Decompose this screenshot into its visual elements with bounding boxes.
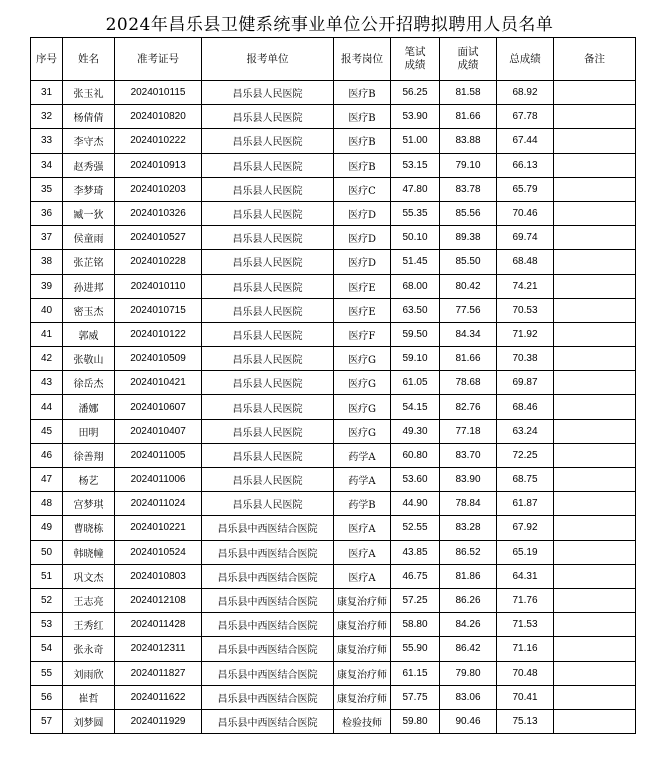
cell-seq: 43 <box>31 371 63 395</box>
cell-unit: 昌乐县人民医院 <box>202 492 334 516</box>
cell-total-score: 75.13 <box>497 709 554 733</box>
cell-seq: 31 <box>31 81 63 105</box>
cell-interview-score: 83.78 <box>440 177 497 201</box>
cell-unit: 昌乐县人民医院 <box>202 443 334 467</box>
cell-total-score: 68.92 <box>497 81 554 105</box>
table-row <box>31 105 636 129</box>
cell-post: 医疗A <box>334 564 391 588</box>
cell-exam-id: 2024011006 <box>115 468 202 492</box>
table-row <box>31 468 636 492</box>
cell-name: 侯童雨 <box>63 226 115 250</box>
cell-remark <box>554 298 636 322</box>
cell-interview-score: 77.18 <box>440 419 497 443</box>
cell-exam-id: 2024010803 <box>115 564 202 588</box>
cell-total-score: 71.76 <box>497 588 554 612</box>
cell-written-score: 54.15 <box>391 395 440 419</box>
cell-remark <box>554 516 636 540</box>
cell-total-score: 69.87 <box>497 371 554 395</box>
table-row <box>31 347 636 371</box>
cell-exam-id: 2024010221 <box>115 516 202 540</box>
cell-seq: 45 <box>31 419 63 443</box>
cell-post: 医疗B <box>334 81 391 105</box>
cell-remark <box>554 564 636 588</box>
cell-remark <box>554 492 636 516</box>
cell-remark <box>554 250 636 274</box>
cell-written-score: 53.60 <box>391 468 440 492</box>
cell-seq: 38 <box>31 250 63 274</box>
cell-written-score: 52.55 <box>391 516 440 540</box>
cell-exam-id: 2024010115 <box>115 81 202 105</box>
cell-interview-score: 83.90 <box>440 468 497 492</box>
table-row <box>31 540 636 564</box>
cell-name: 徐岳杰 <box>63 371 115 395</box>
cell-post: 医疗E <box>334 274 391 298</box>
cell-post: 医疗A <box>334 540 391 564</box>
cell-written-score: 55.35 <box>391 201 440 225</box>
cell-exam-id: 2024011005 <box>115 443 202 467</box>
cell-written-score: 51.00 <box>391 129 440 153</box>
header-exam-id: 准考证号 <box>115 38 202 81</box>
cell-interview-score: 81.66 <box>440 105 497 129</box>
cell-interview-score: 89.38 <box>440 226 497 250</box>
cell-name: 韩晓幢 <box>63 540 115 564</box>
cell-exam-id: 2024010110 <box>115 274 202 298</box>
table-row <box>31 201 636 225</box>
cell-unit: 昌乐县中西医结合医院 <box>202 516 334 540</box>
cell-interview-score: 85.56 <box>440 201 497 225</box>
cell-name: 宫梦琪 <box>63 492 115 516</box>
cell-total-score: 71.53 <box>497 613 554 637</box>
cell-remark <box>554 347 636 371</box>
cell-post: 医疗B <box>334 153 391 177</box>
cell-total-score: 68.46 <box>497 395 554 419</box>
table-row <box>31 250 636 274</box>
cell-exam-id: 2024010913 <box>115 153 202 177</box>
cell-written-score: 43.85 <box>391 540 440 564</box>
header-seq: 序号 <box>31 38 63 81</box>
cell-name: 张玉礼 <box>63 81 115 105</box>
cell-total-score: 70.46 <box>497 201 554 225</box>
cell-post: 医疗F <box>334 322 391 346</box>
cell-exam-id: 2024011929 <box>115 709 202 733</box>
cell-unit: 昌乐县人民医院 <box>202 347 334 371</box>
table-row <box>31 661 636 685</box>
cell-seq: 53 <box>31 613 63 637</box>
cell-total-score: 70.38 <box>497 347 554 371</box>
cell-seq: 36 <box>31 201 63 225</box>
cell-written-score: 44.90 <box>391 492 440 516</box>
cell-total-score: 72.25 <box>497 443 554 467</box>
cell-interview-score: 83.28 <box>440 516 497 540</box>
cell-remark <box>554 81 636 105</box>
table-row <box>31 81 636 105</box>
cell-seq: 33 <box>31 129 63 153</box>
table-row <box>31 588 636 612</box>
table-row <box>31 613 636 637</box>
cell-remark <box>554 709 636 733</box>
cell-seq: 54 <box>31 637 63 661</box>
table-header-row <box>31 38 636 81</box>
cell-total-score: 74.21 <box>497 274 554 298</box>
header-written-score-label: 笔试成绩 <box>404 46 426 71</box>
cell-remark <box>554 177 636 201</box>
cell-exam-id: 2024011428 <box>115 613 202 637</box>
cell-seq: 51 <box>31 564 63 588</box>
cell-exam-id: 2024011024 <box>115 492 202 516</box>
cell-written-score: 68.00 <box>391 274 440 298</box>
cell-post: 医疗D <box>334 250 391 274</box>
cell-name: 巩文杰 <box>63 564 115 588</box>
cell-name: 王秀红 <box>63 613 115 637</box>
cell-written-score: 57.75 <box>391 685 440 709</box>
cell-seq: 57 <box>31 709 63 733</box>
table-row <box>31 274 636 298</box>
cell-written-score: 55.90 <box>391 637 440 661</box>
cell-name: 曹晓栋 <box>63 516 115 540</box>
header-post: 报考岗位 <box>334 38 391 81</box>
cell-written-score: 59.10 <box>391 347 440 371</box>
cell-name: 田明 <box>63 419 115 443</box>
cell-exam-id: 2024010407 <box>115 419 202 443</box>
cell-interview-score: 85.50 <box>440 250 497 274</box>
cell-unit: 昌乐县人民医院 <box>202 226 334 250</box>
cell-total-score: 70.41 <box>497 685 554 709</box>
cell-exam-id: 2024010421 <box>115 371 202 395</box>
cell-written-score: 61.15 <box>391 661 440 685</box>
cell-remark <box>554 274 636 298</box>
table-row <box>31 226 636 250</box>
cell-total-score: 69.74 <box>497 226 554 250</box>
cell-remark <box>554 637 636 661</box>
cell-name: 王志亮 <box>63 588 115 612</box>
cell-remark <box>554 685 636 709</box>
cell-seq: 56 <box>31 685 63 709</box>
cell-remark <box>554 588 636 612</box>
cell-interview-score: 80.42 <box>440 274 497 298</box>
cell-seq: 37 <box>31 226 63 250</box>
cell-exam-id: 2024010524 <box>115 540 202 564</box>
cell-seq: 50 <box>31 540 63 564</box>
table-row <box>31 516 636 540</box>
cell-exam-id: 2024010607 <box>115 395 202 419</box>
cell-exam-id: 2024011827 <box>115 661 202 685</box>
cell-exam-id: 2024010820 <box>115 105 202 129</box>
cell-unit: 昌乐县中西医结合医院 <box>202 613 334 637</box>
cell-total-score: 68.75 <box>497 468 554 492</box>
cell-seq: 34 <box>31 153 63 177</box>
cell-interview-score: 82.76 <box>440 395 497 419</box>
cell-post: 药学A <box>334 468 391 492</box>
cell-written-score: 50.10 <box>391 226 440 250</box>
cell-written-score: 57.25 <box>391 588 440 612</box>
cell-seq: 46 <box>31 443 63 467</box>
cell-name: 张永奇 <box>63 637 115 661</box>
cell-seq: 32 <box>31 105 63 129</box>
cell-unit: 昌乐县中西医结合医院 <box>202 685 334 709</box>
header-interview-score-label: 面试成绩 <box>457 46 479 71</box>
cell-interview-score: 81.66 <box>440 347 497 371</box>
cell-name: 李梦琦 <box>63 177 115 201</box>
cell-unit: 昌乐县人民医院 <box>202 177 334 201</box>
cell-total-score: 68.48 <box>497 250 554 274</box>
cell-post: 医疗D <box>334 201 391 225</box>
cell-written-score: 60.80 <box>391 443 440 467</box>
cell-exam-id: 2024010228 <box>115 250 202 274</box>
table-row <box>31 298 636 322</box>
cell-unit: 昌乐县人民医院 <box>202 298 334 322</box>
cell-remark <box>554 540 636 564</box>
cell-interview-score: 86.42 <box>440 637 497 661</box>
cell-remark <box>554 129 636 153</box>
cell-seq: 55 <box>31 661 63 685</box>
cell-total-score: 65.79 <box>497 177 554 201</box>
cell-seq: 49 <box>31 516 63 540</box>
header-unit: 报考单位 <box>202 38 334 81</box>
header-name: 姓名 <box>63 38 115 81</box>
cell-interview-score: 86.26 <box>440 588 497 612</box>
cell-exam-id: 2024010122 <box>115 322 202 346</box>
cell-remark <box>554 419 636 443</box>
cell-name: 崔哲 <box>63 685 115 709</box>
header-remark: 备注 <box>554 38 636 81</box>
table-body <box>31 81 636 734</box>
cell-name: 张芷铭 <box>63 250 115 274</box>
cell-unit: 昌乐县人民医院 <box>202 129 334 153</box>
cell-name: 杨艺 <box>63 468 115 492</box>
cell-post: 康复治疗师 <box>334 588 391 612</box>
cell-unit: 昌乐县人民医院 <box>202 371 334 395</box>
cell-unit: 昌乐县人民医院 <box>202 419 334 443</box>
cell-remark <box>554 613 636 637</box>
cell-written-score: 59.80 <box>391 709 440 733</box>
cell-unit: 昌乐县中西医结合医院 <box>202 588 334 612</box>
table-row <box>31 685 636 709</box>
cell-total-score: 71.16 <box>497 637 554 661</box>
cell-remark <box>554 395 636 419</box>
cell-post: 药学A <box>334 443 391 467</box>
cell-remark <box>554 371 636 395</box>
cell-unit: 昌乐县人民医院 <box>202 250 334 274</box>
cell-interview-score: 83.06 <box>440 685 497 709</box>
cell-total-score: 65.19 <box>497 540 554 564</box>
cell-unit: 昌乐县中西医结合医院 <box>202 709 334 733</box>
table-row <box>31 129 636 153</box>
cell-interview-score: 77.56 <box>440 298 497 322</box>
cell-name: 潘娜 <box>63 395 115 419</box>
table-row <box>31 322 636 346</box>
cell-written-score: 49.30 <box>391 419 440 443</box>
cell-post: 药学B <box>334 492 391 516</box>
cell-name: 张敬山 <box>63 347 115 371</box>
cell-name: 刘雨欣 <box>63 661 115 685</box>
cell-interview-score: 90.46 <box>440 709 497 733</box>
cell-written-score: 63.50 <box>391 298 440 322</box>
cell-interview-score: 78.68 <box>440 371 497 395</box>
cell-post: 医疗A <box>334 516 391 540</box>
cell-seq: 52 <box>31 588 63 612</box>
cell-unit: 昌乐县人民医院 <box>202 322 334 346</box>
cell-seq: 39 <box>31 274 63 298</box>
cell-post: 检验技师 <box>334 709 391 733</box>
cell-total-score: 66.13 <box>497 153 554 177</box>
cell-post: 医疗B <box>334 105 391 129</box>
cell-post: 康复治疗师 <box>334 637 391 661</box>
cell-total-score: 61.87 <box>497 492 554 516</box>
cell-unit: 昌乐县人民医院 <box>202 468 334 492</box>
cell-interview-score: 79.80 <box>440 661 497 685</box>
cell-written-score: 56.25 <box>391 81 440 105</box>
cell-name: 徐善翔 <box>63 443 115 467</box>
cell-remark <box>554 105 636 129</box>
cell-name: 臧一狄 <box>63 201 115 225</box>
cell-interview-score: 81.58 <box>440 81 497 105</box>
cell-name: 杨倩倩 <box>63 105 115 129</box>
cell-unit: 昌乐县人民医院 <box>202 153 334 177</box>
cell-post: 医疗G <box>334 371 391 395</box>
cell-interview-score: 83.88 <box>440 129 497 153</box>
cell-post: 医疗D <box>334 226 391 250</box>
cell-exam-id: 2024010715 <box>115 298 202 322</box>
cell-name: 密玉杰 <box>63 298 115 322</box>
cell-remark <box>554 443 636 467</box>
cell-seq: 44 <box>31 395 63 419</box>
header-interview-score <box>440 38 497 81</box>
cell-remark <box>554 201 636 225</box>
cell-total-score: 67.92 <box>497 516 554 540</box>
cell-written-score: 51.45 <box>391 250 440 274</box>
table-row <box>31 564 636 588</box>
cell-exam-id: 2024012108 <box>115 588 202 612</box>
cell-unit: 昌乐县人民医院 <box>202 201 334 225</box>
cell-name: 刘梦圆 <box>63 709 115 733</box>
cell-exam-id: 2024010222 <box>115 129 202 153</box>
table-row <box>31 419 636 443</box>
table-row <box>31 371 636 395</box>
cell-written-score: 46.75 <box>391 564 440 588</box>
table-row <box>31 637 636 661</box>
cell-seq: 41 <box>31 322 63 346</box>
cell-written-score: 53.90 <box>391 105 440 129</box>
header-total-score: 总成绩 <box>497 38 554 81</box>
cell-exam-id: 2024010509 <box>115 347 202 371</box>
table-row <box>31 177 636 201</box>
cell-total-score: 67.78 <box>497 105 554 129</box>
cell-written-score: 47.80 <box>391 177 440 201</box>
cell-total-score: 63.24 <box>497 419 554 443</box>
table-row <box>31 492 636 516</box>
cell-remark <box>554 153 636 177</box>
hiring-roster-table <box>30 37 636 734</box>
cell-unit: 昌乐县人民医院 <box>202 81 334 105</box>
cell-unit: 昌乐县中西医结合医院 <box>202 540 334 564</box>
cell-exam-id: 2024010326 <box>115 201 202 225</box>
cell-total-score: 67.44 <box>497 129 554 153</box>
cell-remark <box>554 226 636 250</box>
cell-post: 康复治疗师 <box>334 661 391 685</box>
cell-unit: 昌乐县中西医结合医院 <box>202 661 334 685</box>
table-row <box>31 443 636 467</box>
cell-remark <box>554 322 636 346</box>
cell-remark <box>554 661 636 685</box>
cell-post: 康复治疗师 <box>334 685 391 709</box>
cell-exam-id: 2024010203 <box>115 177 202 201</box>
cell-seq: 48 <box>31 492 63 516</box>
cell-unit: 昌乐县人民医院 <box>202 105 334 129</box>
cell-written-score: 59.50 <box>391 322 440 346</box>
cell-unit: 昌乐县中西医结合医院 <box>202 637 334 661</box>
cell-post: 医疗G <box>334 395 391 419</box>
cell-name: 郭威 <box>63 322 115 346</box>
cell-total-score: 64.31 <box>497 564 554 588</box>
cell-seq: 40 <box>31 298 63 322</box>
cell-unit: 昌乐县中西医结合医院 <box>202 564 334 588</box>
cell-interview-score: 78.84 <box>440 492 497 516</box>
cell-post: 医疗G <box>334 347 391 371</box>
cell-total-score: 70.53 <box>497 298 554 322</box>
cell-post: 康复治疗师 <box>334 613 391 637</box>
cell-total-score: 70.48 <box>497 661 554 685</box>
header-written-score <box>391 38 440 81</box>
cell-written-score: 53.15 <box>391 153 440 177</box>
cell-name: 赵秀强 <box>63 153 115 177</box>
cell-seq: 42 <box>31 347 63 371</box>
cell-exam-id: 2024012311 <box>115 637 202 661</box>
cell-interview-score: 84.34 <box>440 322 497 346</box>
cell-name: 李守杰 <box>63 129 115 153</box>
cell-interview-score: 81.86 <box>440 564 497 588</box>
cell-written-score: 58.80 <box>391 613 440 637</box>
cell-interview-score: 79.10 <box>440 153 497 177</box>
cell-remark <box>554 468 636 492</box>
cell-unit: 昌乐县人民医院 <box>202 274 334 298</box>
table-row <box>31 153 636 177</box>
cell-unit: 昌乐县人民医院 <box>202 395 334 419</box>
table-row <box>31 395 636 419</box>
cell-exam-id: 2024010527 <box>115 226 202 250</box>
table-row <box>31 709 636 733</box>
cell-seq: 47 <box>31 468 63 492</box>
cell-name: 孙进邦 <box>63 274 115 298</box>
cell-interview-score: 84.26 <box>440 613 497 637</box>
cell-interview-score: 83.70 <box>440 443 497 467</box>
cell-written-score: 61.05 <box>391 371 440 395</box>
cell-exam-id: 2024011622 <box>115 685 202 709</box>
cell-seq: 35 <box>31 177 63 201</box>
cell-interview-score: 86.52 <box>440 540 497 564</box>
cell-post: 医疗C <box>334 177 391 201</box>
cell-post: 医疗B <box>334 129 391 153</box>
page-title: 2024年昌乐县卫健系统事业单位公开招聘拟聘用人员名单 <box>105 15 554 35</box>
cell-post: 医疗G <box>334 419 391 443</box>
cell-post: 医疗E <box>334 298 391 322</box>
cell-total-score: 71.92 <box>497 322 554 346</box>
